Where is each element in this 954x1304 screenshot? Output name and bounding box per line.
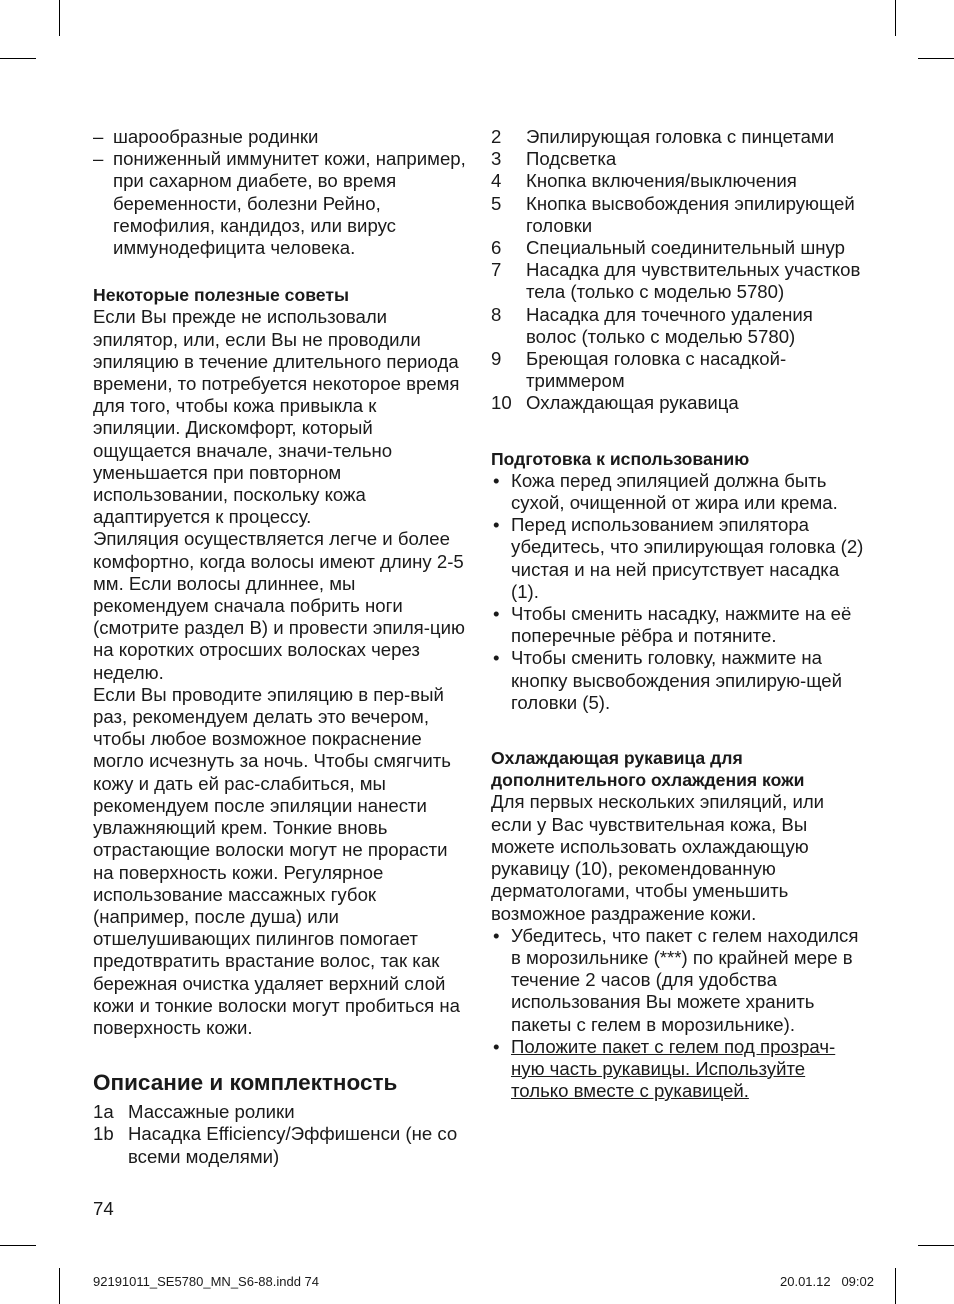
tips-paragraph: Если Вы прежде не использовали эпилятор, или, если Вы не проводили эпиляцию в течение длительного периода времени, то потребуется некоторое время для того, чтобы кожа привыкла к эпиляции. Дискомфорт, который ощущается вначале, значи-тельно уменьшается при повторном использовании, поскольку кожа адаптируется к процессу. <box>93 306 460 528</box>
list-item: 5 Кнопка высвобождения эпилирующей головки <box>491 193 866 237</box>
left-column <box>93 126 468 1168</box>
list-item: • Чтобы сменить головку, нажмите на кнопку высвобождения эпилирую-щей головки (5). <box>491 647 866 714</box>
list-item: • Убедитесь, что пакет с гелем находился в морозильнике (***) по крайней мере в течение 2 часов (для удобства использования Вы можете хранить пакеты с гелем в морозильнике). <box>491 925 866 1036</box>
list-item: 1b Насадка Efficiency/Эффишенси (не со всеми моделями) <box>93 1123 468 1167</box>
crop-mark-tr-h <box>918 58 954 59</box>
crop-mark-br-h <box>918 1245 954 1246</box>
list-item-text: Бреющая головка с насадкой-триммером <box>526 348 787 392</box>
list-item: – шарообразные родинки <box>93 126 319 147</box>
list-item: 4 Кнопка включения/выключения <box>491 170 797 192</box>
footer-file-name: 92191011_SE5780_MN_S6-88.indd 74 <box>93 1274 319 1289</box>
crop-mark-bl-h <box>0 1245 36 1246</box>
glove-heading-line: Охлаждающая рукавица для <box>491 748 743 769</box>
tips-paragraph: Если Вы проводите эпиляцию в пер-вый раз, рекомендуем делать это вечером, чтобы любое возможное покраснение могло исчезнуть за ночь. Чтобы смягчить кожу и дать ей рас-слабиться, мы рекомендуем после эпиляции нанести увлажняющий крем. Тонкие вновь отрастающие волоски могут не прорасти на поверхность кожи. Регулярное использование массажных губок (например, после душа) или отшелушивающих пилингов помогает предотвратить врастание волос, так как бережная очистка удаляет верхний слой кожи и тонкие волоски могут пробиться на поверхность кожи. <box>93 683 460 1038</box>
list-item-text: Массажные ролики <box>128 1101 295 1123</box>
crop-mark-tl-h <box>0 58 36 59</box>
crop-mark-br-v <box>895 1268 896 1304</box>
right-column <box>491 126 866 1102</box>
list-item-text-underlined: Положите пакет с гелем под прозрач-ную часть рукавицы. Используйте только вместе с рукавицей. <box>511 1035 836 1102</box>
list-item: 2 Эпилирующая головка с пинцетами <box>491 126 835 147</box>
glove-bullet-list <box>491 925 866 1103</box>
parts-list-continued <box>491 126 866 415</box>
list-item: 10 Охлаждающая рукавица <box>491 392 739 414</box>
list-item: 3 Подсветка <box>491 148 617 170</box>
list-item: 1a Массажные ролики <box>93 1101 295 1123</box>
list-item: • Кожа перед эпиляцией должна быть сухой, очищенной от жира или крема. <box>491 470 866 514</box>
tips-paragraph: Эпиляция осуществляется легче и более комфортно, когда волосы имеют длину 2-5 мм. Если волосы длиннее, мы рекомендуем сначала побрить ноги (смотрите раздел B) и провести эпиля-цию на коротких отросших волосках через неделю. <box>93 528 465 683</box>
section-title: Описание и комплектность <box>93 1070 398 1096</box>
list-item: 8 Насадка для точечного удаления волос (только с моделью 5780) <box>491 304 866 348</box>
list-item-text: Кнопка высвобождения эпилирующей головки <box>526 192 855 236</box>
list-item-text: Специальный соединительный шнур <box>526 237 845 259</box>
glove-heading <box>491 747 866 791</box>
list-item-text: Кнопка включения/выключения <box>526 170 797 192</box>
list-item: • Перед использованием эпилятора убедитесь, что эпилирующая головка (2) чистая и на ней присутствует насадка (1). <box>491 514 866 603</box>
list-item: – пониженный иммунитет кожи, например, при сахарном диабете, во время беременности, болезни Рейно, гемофилия, кандидоз, или вирус иммунодефицита человека. <box>93 148 468 259</box>
list-item-text: Насадка Efficiency/Эффишенси (не со всеми моделями) <box>128 1123 458 1167</box>
list-item-text: Охлаждающая рукавица <box>526 392 739 414</box>
list-item-text: Кожа перед эпиляцией должна быть сухой, очищенной от жира или крема. <box>511 469 838 514</box>
list-item: • Положите пакет с гелем под прозрач-ную часть рукавицы. Используйте только вместе с рукавицей. <box>491 1036 866 1103</box>
crop-mark-tl-v <box>59 0 60 36</box>
glove-heading-line: дополнительного охлаждения кожи <box>491 770 805 791</box>
glove-paragraph: Для первых нескольких эпиляций, или если у Вас чувствительная кожа, Вы можете использовать охлаждающую рукавицу (10), рекомендованную дерматологами, чтобы уменьшить возможное раздражение кожи. <box>491 791 825 924</box>
list-item-text: Убедитесь, что пакет с гелем находился в морозильнике (***) по крайней мере в течение 2 часов (для удобства использования Вы можете хранить пакеты с гелем в морозильнике). <box>511 924 859 1035</box>
prep-bullet-list <box>491 470 866 714</box>
crop-mark-bl-v <box>59 1268 60 1304</box>
list-item: • Чтобы сменить насадку, нажмите на её поперечные рёбра и потяните. <box>491 603 866 647</box>
list-item-text: Насадка для чувствительных участков тела (только с моделью 5780) <box>526 259 861 303</box>
list-item: 6 Специальный соединительный шнур <box>491 237 845 259</box>
list-item-text: Подсветка <box>526 148 617 170</box>
crop-mark-tr-v <box>895 0 896 36</box>
list-item-text: Чтобы сменить головку, нажмите на кнопку высвобождения эпилирую-щей головки (5). <box>511 647 843 713</box>
list-item-text: пониженный иммунитет кожи, например, при сахарном диабете, во время беременности, болезни Рейно, гемофилия, кандидоз, или вирус иммунодефицита человека. <box>113 148 466 259</box>
list-item: 7 Насадка для чувствительных участков тела (только с моделью 5780) <box>491 259 866 303</box>
list-item-text: Насадка для точечного удаления волос (только с моделью 5780) <box>526 303 813 347</box>
contraindication-list <box>93 126 468 259</box>
footer-date-time: 20.01.12 09:02 <box>780 1274 874 1289</box>
page-number: 74 <box>93 1198 114 1219</box>
list-item-text: Чтобы сменить насадку, нажмите на её поперечные рёбра и потяните. <box>511 603 852 647</box>
list-item: 9 Бреющая головка с насадкой-триммером <box>491 348 866 392</box>
list-item-text: шарообразные родинки <box>113 126 319 147</box>
parts-list <box>93 1101 468 1168</box>
prep-heading: Подготовка к использованию <box>491 448 750 469</box>
list-item-text: Эпилирующая головка с пинцетами <box>526 126 835 147</box>
tips-heading: Некоторые полезные советы <box>93 285 349 306</box>
list-item-text: Перед использованием эпилятора убедитесь, что эпилирующая головка (2) чистая и на ней присутствует насадка (1). <box>511 514 864 602</box>
